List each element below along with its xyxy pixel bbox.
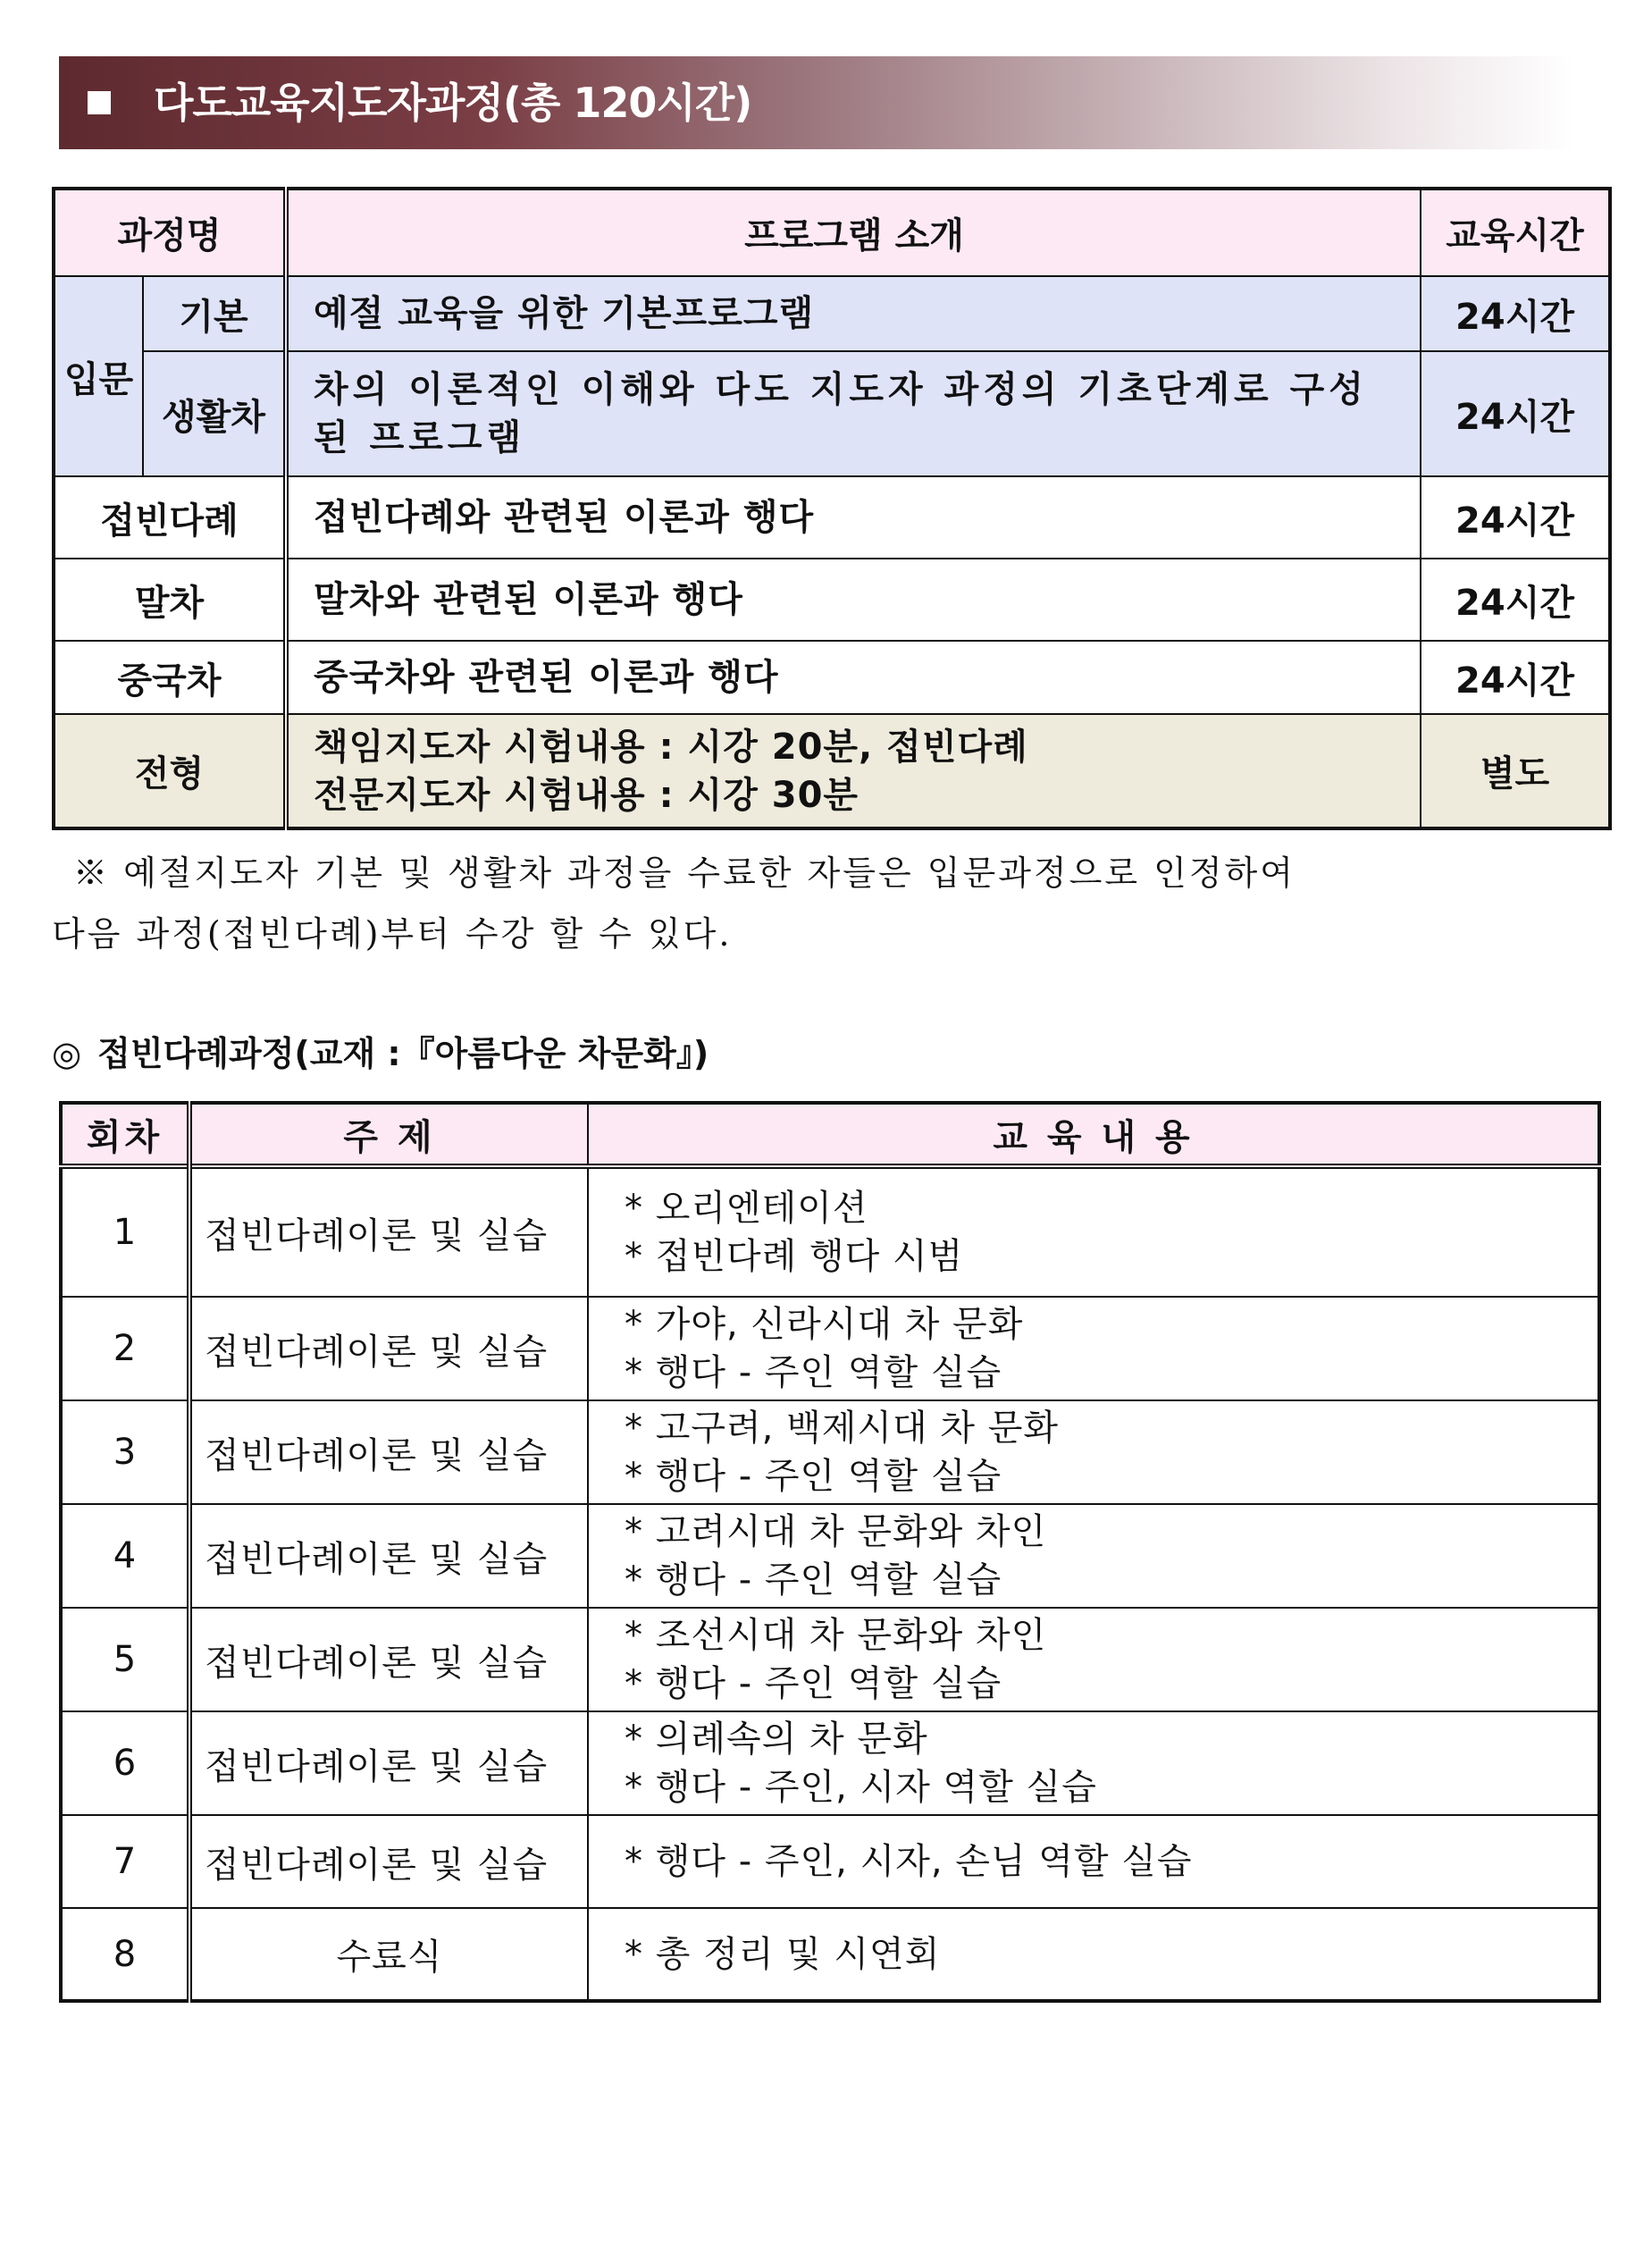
header-intro: 프로그램 소개: [286, 189, 1421, 276]
course-description: 중국차와 관련된 이론과 행다: [286, 641, 1421, 714]
session-topic: 접빈다례이론 및 실습: [189, 1608, 588, 1711]
double-circle-icon: ◎: [52, 1034, 82, 1073]
table-row: [54, 641, 1610, 714]
table-row: [61, 1504, 1599, 1608]
session-topic: 접빈다례이론 및 실습: [189, 1166, 588, 1297]
table-row: [61, 1908, 1599, 2001]
session-content: [588, 1504, 1599, 1608]
content-line: * 행다 - 주인 역할 실습: [625, 1559, 1002, 1601]
course-name: 말차: [54, 559, 286, 641]
entry-group-label: 입문: [54, 276, 143, 476]
content-line: * 행다 - 주인 역할 실습: [625, 1352, 1002, 1393]
content-line: * 행다 - 주인 역할 실습: [625, 1663, 1002, 1704]
course-name: 접빈다례: [54, 476, 286, 559]
session-content: [588, 1908, 1599, 2001]
session-topic: 수료식: [189, 1908, 588, 2001]
course-sub-name: 생활차: [143, 351, 286, 476]
session-content: [588, 1166, 1599, 1297]
session-content: [588, 1400, 1599, 1504]
content-line: * 접빈다례 행다 시범: [625, 1236, 964, 1277]
header-hours: 교육시간: [1421, 189, 1610, 276]
curriculum-table: [59, 1101, 1601, 2003]
course-description: 차의 이론적인 이해와 다도 지도자 과정의 기초단계로 구성된 프로그램: [286, 351, 1421, 476]
session-topic: 접빈다례이론 및 실습: [189, 1400, 588, 1504]
header-course: 과정명: [54, 189, 286, 276]
content-line: * 가야, 신라시대 차 문화: [625, 1304, 1024, 1345]
course-description: 접빈다례와 관련된 이론과 행다: [286, 476, 1421, 559]
session-content: [588, 1608, 1599, 1711]
note-line-2: 다음 과정(접빈다례)부터 수강 할 수 있다.: [52, 914, 733, 954]
course-description: 말차와 관련된 이론과 행다: [286, 559, 1421, 641]
exam-line-1: 책임지도자 시험내용 : 시강 20분, 접빈다례: [314, 726, 1028, 768]
content-line: * 고려시대 차 문화와 차인: [625, 1511, 1047, 1552]
content-line: * 행다 - 주인, 시자, 손님 역할 실습: [625, 1841, 1193, 1882]
content-line: * 행다 - 주인, 시자 역할 실습: [625, 1767, 1097, 1808]
session-number: 4: [61, 1504, 189, 1608]
header-content: 교 육 내 용: [588, 1103, 1599, 1166]
section-title-text: 접빈다례과정(교재 :『아름다운 차문화』): [97, 1034, 709, 1073]
table-row: [54, 276, 1610, 351]
session-content: [588, 1297, 1599, 1400]
session-number: 3: [61, 1400, 189, 1504]
table-row: [61, 1297, 1599, 1400]
session-number: 8: [61, 1908, 189, 2001]
table-row: [54, 351, 1610, 476]
session-number: 5: [61, 1608, 189, 1711]
table-row: [54, 476, 1610, 559]
table-row: [61, 1711, 1599, 1815]
session-topic: 접빈다례이론 및 실습: [189, 1504, 588, 1608]
session-number: 1: [61, 1166, 189, 1297]
page-title: 다도교육지도자과정(총 120시간): [154, 79, 752, 127]
session-content: [588, 1815, 1599, 1908]
exam-description: [286, 714, 1421, 828]
content-line: * 오리엔테이션: [625, 1188, 868, 1229]
header-session: 회차: [61, 1103, 189, 1166]
session-content: [588, 1711, 1599, 1815]
course-hours: 24시간: [1421, 276, 1610, 351]
course-hours: 24시간: [1421, 641, 1610, 714]
session-number: 7: [61, 1815, 189, 1908]
course-name: 중국차: [54, 641, 286, 714]
course-hours: 24시간: [1421, 351, 1610, 476]
table-row: [54, 559, 1610, 641]
course-description: 예절 교육을 위한 기본프로그램: [286, 276, 1421, 351]
square-bullet-icon: [88, 91, 111, 114]
table-header-row: [61, 1103, 1599, 1166]
exam-line-2: 전문지도자 시험내용 : 시강 30분: [314, 774, 860, 816]
table-row: [61, 1608, 1599, 1711]
table-row: [54, 714, 1610, 828]
course-hours: 24시간: [1421, 559, 1610, 641]
content-line: * 조선시대 차 문화와 차인: [625, 1615, 1047, 1656]
course-overview-table: [52, 187, 1612, 830]
content-line: * 의례속의 차 문화: [625, 1719, 928, 1760]
table-row: [61, 1815, 1599, 1908]
session-number: 2: [61, 1297, 189, 1400]
content-line: * 총 정리 및 시연회: [625, 1933, 941, 1975]
header-topic: 주 제: [189, 1103, 588, 1166]
course-hours: 24시간: [1421, 476, 1610, 559]
session-topic: 접빈다례이론 및 실습: [189, 1815, 588, 1908]
exam-name: 전형: [54, 714, 286, 828]
session-topic: 접빈다례이론 및 실습: [189, 1297, 588, 1400]
session-number: 6: [61, 1711, 189, 1815]
content-line: * 행다 - 주인 역할 실습: [625, 1456, 1002, 1497]
course-sub-name: 기본: [143, 276, 286, 351]
section-title: [52, 1026, 709, 1075]
table-row: [61, 1166, 1599, 1297]
session-topic: 접빈다례이론 및 실습: [189, 1711, 588, 1815]
table-header-row: [54, 189, 1610, 276]
exam-hours: 별도: [1421, 714, 1610, 828]
note-line-1: ※ 예절지도자 기본 및 생활차 과정을 수료한 자들은 입문과정으로 인정하여: [73, 853, 1296, 893]
table-row: [61, 1400, 1599, 1504]
content-line: * 고구려, 백제시대 차 문화: [625, 1408, 1059, 1449]
